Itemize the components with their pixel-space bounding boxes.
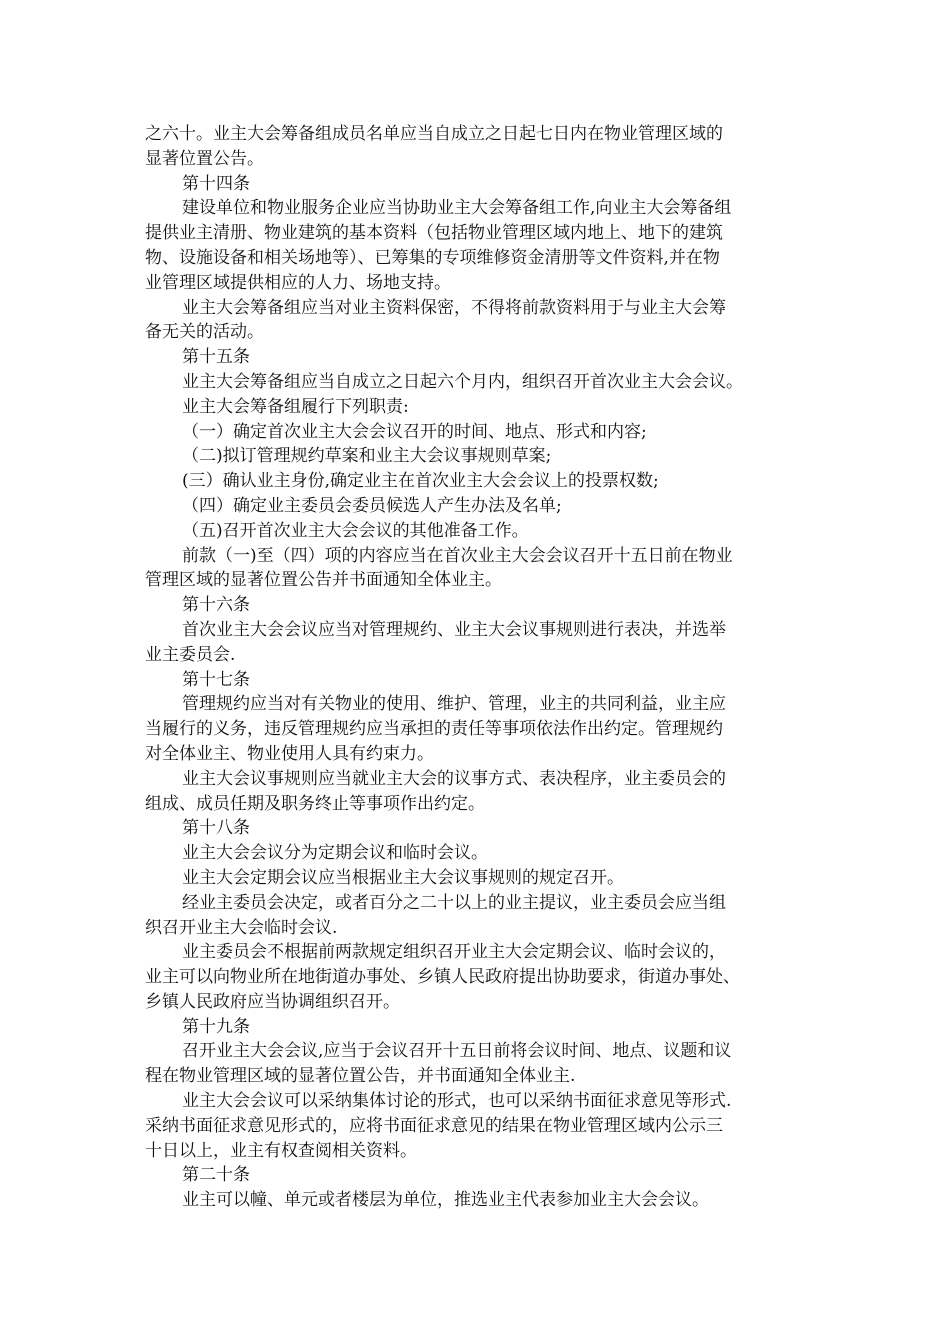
text-line: 业主委员会. bbox=[145, 644, 236, 665]
article-heading: 第二十条 bbox=[182, 1165, 250, 1186]
text-line: 业主大会会议分为定期会议和临时会议。 bbox=[182, 843, 488, 864]
text-line: 织召开业主大会临时会议. bbox=[145, 917, 338, 938]
text-line: 业主大会会议可以采纳集体讨论的形式，也可以采纳书面征求意见等形式. bbox=[182, 1091, 732, 1112]
text-line: 当履行的义务，违反管理规约应当承担的责任等事项依法作出约定。管理规约 bbox=[145, 719, 723, 740]
text-line: 业主大会筹备组应当对业主资料保密，不得将前款资料用于与业主大会筹 bbox=[182, 297, 726, 318]
text-line: 业主委员会不根据前两款规定组织召开业主大会定期会议、临时会议的， bbox=[182, 942, 726, 963]
text-line: 备无关的活动。 bbox=[145, 322, 264, 343]
document-body bbox=[145, 122, 815, 1213]
text-line: 业主可以幢、单元或者楼层为单位，推选业主代表参加业主大会会议。 bbox=[182, 1190, 709, 1211]
text-line: (三）确认业主身份,确定业主在首次业主大会会议上的投票权数; bbox=[182, 471, 659, 492]
text-line: 业管理区域提供相应的人力、场地支持。 bbox=[145, 272, 451, 293]
text-line: 业主大会筹备组应当自成立之日起六个月内，组织召开首次业主大会会议。 bbox=[182, 371, 743, 392]
text-line: 建设单位和物业服务企业应当协助业主大会筹备组工作,向业主大会筹备组 bbox=[182, 198, 732, 219]
text-line: （五)召开首次业主大会会议的其他准备工作。 bbox=[182, 520, 529, 541]
text-line: 前款（一)至（四）项的内容应当在首次业主大会会议召开十五日前在物业 bbox=[182, 545, 733, 566]
article-heading: 第十四条 bbox=[182, 173, 250, 194]
article-heading: 第十八条 bbox=[182, 818, 250, 839]
article-heading: 第十六条 bbox=[182, 595, 250, 616]
text-line: 程在物业管理区域的显著位置公告，并书面通知全体业主. bbox=[145, 1066, 576, 1087]
text-line: 采纳书面征求意见形式的，应将书面征求意见的结果在物业管理区域内公示三 bbox=[145, 1115, 723, 1136]
text-line: 之六十。业主大会筹备组成员名单应当自成立之日起七日内在物业管理区域的 bbox=[145, 124, 723, 144]
text-line: 首次业主大会会议应当对管理规约、业主大会议事规则进行表决，并选举 bbox=[182, 619, 726, 640]
article-heading: 第十七条 bbox=[182, 669, 250, 690]
text-line: 业主大会定期会议应当根据业主大会议事规则的规定召开。 bbox=[182, 867, 624, 888]
text-line: 业主大会筹备组履行下列职责: bbox=[182, 396, 409, 417]
text-line: 乡镇人民政府应当协调组织召开。 bbox=[145, 991, 400, 1012]
text-line: 管理规约应当对有关物业的使用、维护、管理，业主的共同利益，业主应 bbox=[182, 694, 726, 715]
text-line: 业主大会议事规则应当就业主大会的议事方式、表决程序，业主委员会的 bbox=[182, 768, 726, 789]
text-line: 经业主委员会决定，或者百分之二十以上的业主提议，业主委员会应当组 bbox=[182, 892, 726, 913]
text-line: 提供业主清册、物业建筑的基本资料（包括物业管理区域内地上、地下的建筑 bbox=[145, 223, 723, 244]
text-line: 组成、成员任期及职务终止等事项作出约定。 bbox=[145, 793, 485, 814]
article-heading: 第十五条 bbox=[182, 347, 250, 368]
text-line: 管理区域的显著位置公告并书面通知全体业主。 bbox=[145, 570, 502, 591]
text-line: 物、设施设备和相关场地等）、已筹集的专项维修资金清册等文件资料,并在物 bbox=[145, 247, 720, 268]
text-line: （二)拟订管理规约草案和业主大会议事规则草案; bbox=[182, 446, 552, 467]
text-line: 显著位置公告。 bbox=[145, 148, 264, 169]
text-line: 对全体业主、物业使用人具有约束力。 bbox=[145, 743, 434, 764]
text-line: （四）确定业主委员会委员候选人产生办法及名单; bbox=[182, 495, 562, 516]
article-heading: 第十九条 bbox=[182, 1016, 250, 1037]
text-line: 召开业主大会会议,应当于会议召开十五日前将会议时间、地点、议题和议 bbox=[182, 1041, 732, 1062]
text-line: （一）确定首次业主大会会议召开的时间、地点、形式和内容; bbox=[182, 421, 647, 442]
text-line: 业主可以向物业所在地街道办事处、乡镇人民政府提出协助要求，街道办事处、 bbox=[145, 967, 740, 988]
text-line: 十日以上，业主有权查阅相关资料。 bbox=[145, 1140, 417, 1161]
